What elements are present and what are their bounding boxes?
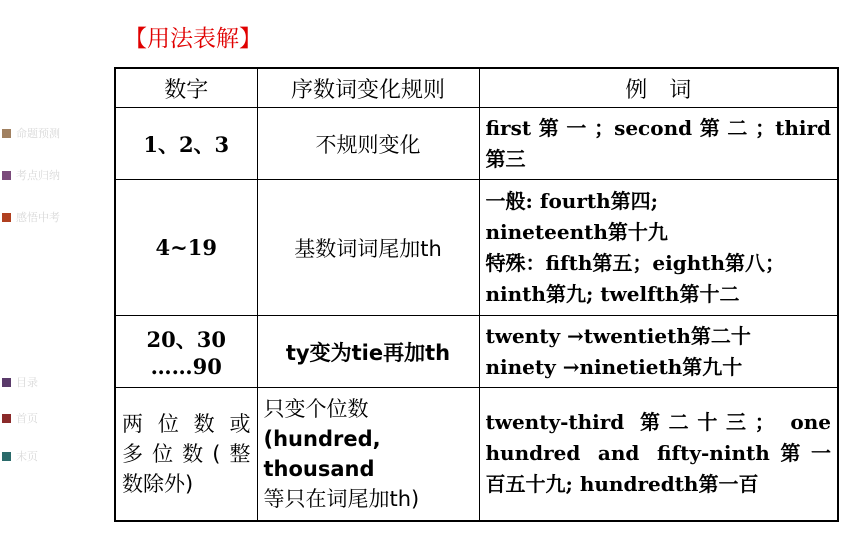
table-row: [115, 108, 838, 180]
number-cell: 1、2、3: [115, 108, 257, 180]
sidebar-item-last-page[interactable]: [2, 448, 38, 464]
example-line: 百五十九; hundredth第一百: [485, 472, 759, 497]
sidebar-item-label: 感悟中考: [16, 211, 60, 224]
sidebar-item-label: 目录: [16, 376, 38, 389]
example-line: nineteenth第十九: [485, 219, 668, 244]
header-examples: 例 词: [479, 68, 838, 108]
rule-line: thousand: [263, 456, 375, 481]
rule-cell: 不规则变化: [257, 108, 479, 180]
rule-cell: [257, 388, 479, 521]
bullet-square-icon: [2, 378, 11, 387]
rule-cell: 基数词词尾加th: [257, 180, 479, 316]
example-line: hundred and fifty-ninth第一: [485, 441, 831, 466]
number-line: 20、30: [146, 327, 226, 352]
bullet-square-icon: [2, 171, 11, 180]
examples-cell: [479, 316, 838, 388]
header-rule: 序数词变化规则: [257, 68, 479, 108]
example-line: 第三: [485, 146, 526, 171]
rule-line: 只变个位数: [263, 396, 369, 421]
example-line: ninety →ninetieth第九十: [485, 354, 743, 379]
rule-cell: ty变为tie再加th: [257, 316, 479, 388]
sidebar-item-prediction[interactable]: [2, 125, 60, 141]
sidebar-item-label: 首页: [16, 412, 38, 425]
sidebar-item-label: 考点归纳: [16, 169, 60, 182]
number-cell: 4~19: [115, 180, 257, 316]
sidebar-item-label: 命题预测: [16, 127, 60, 140]
sidebar-item-first-page[interactable]: [2, 410, 38, 426]
number-line: 多位数(整: [122, 441, 251, 466]
sidebar-item-exam[interactable]: [2, 209, 60, 225]
table-row: [115, 316, 838, 388]
example-line: twenty-third 第二十三； one: [485, 410, 831, 435]
sidebar-item-contents[interactable]: [2, 374, 38, 390]
bullet-square-icon: [2, 414, 11, 423]
table-header-row: [115, 68, 838, 108]
number-cell: [115, 316, 257, 388]
table-row: [115, 180, 838, 316]
rule-line: 等只在词尾加th): [263, 486, 420, 511]
table-row: [115, 388, 838, 521]
section-title: 【用法表解】: [124, 26, 262, 52]
number-cell: [115, 388, 257, 521]
header-number: 数字: [115, 68, 257, 108]
ordinal-rules-table: [114, 67, 839, 522]
rule-line: (hundred,: [263, 426, 381, 451]
bullet-square-icon: [2, 213, 11, 222]
number-line: 两位数或: [122, 411, 251, 436]
bullet-square-icon: [2, 452, 11, 461]
example-line: 一般: fourth第四;: [485, 188, 659, 213]
sidebar-item-label: 末页: [16, 450, 38, 463]
sidebar-item-summary[interactable]: [2, 167, 60, 183]
bullet-square-icon: [2, 129, 11, 138]
example-line: 特殊：fifth第五；eighth第八；: [485, 250, 786, 275]
number-line: 数除外): [122, 471, 194, 496]
example-line: first第一；second第二；third: [485, 115, 831, 140]
examples-cell: [479, 108, 838, 180]
examples-cell: [479, 180, 838, 316]
example-line: ninth第九; twelfth第十二: [485, 281, 740, 306]
number-line: ……90: [150, 354, 222, 379]
example-line: twenty →twentieth第二十: [485, 323, 751, 348]
examples-cell: [479, 388, 838, 521]
